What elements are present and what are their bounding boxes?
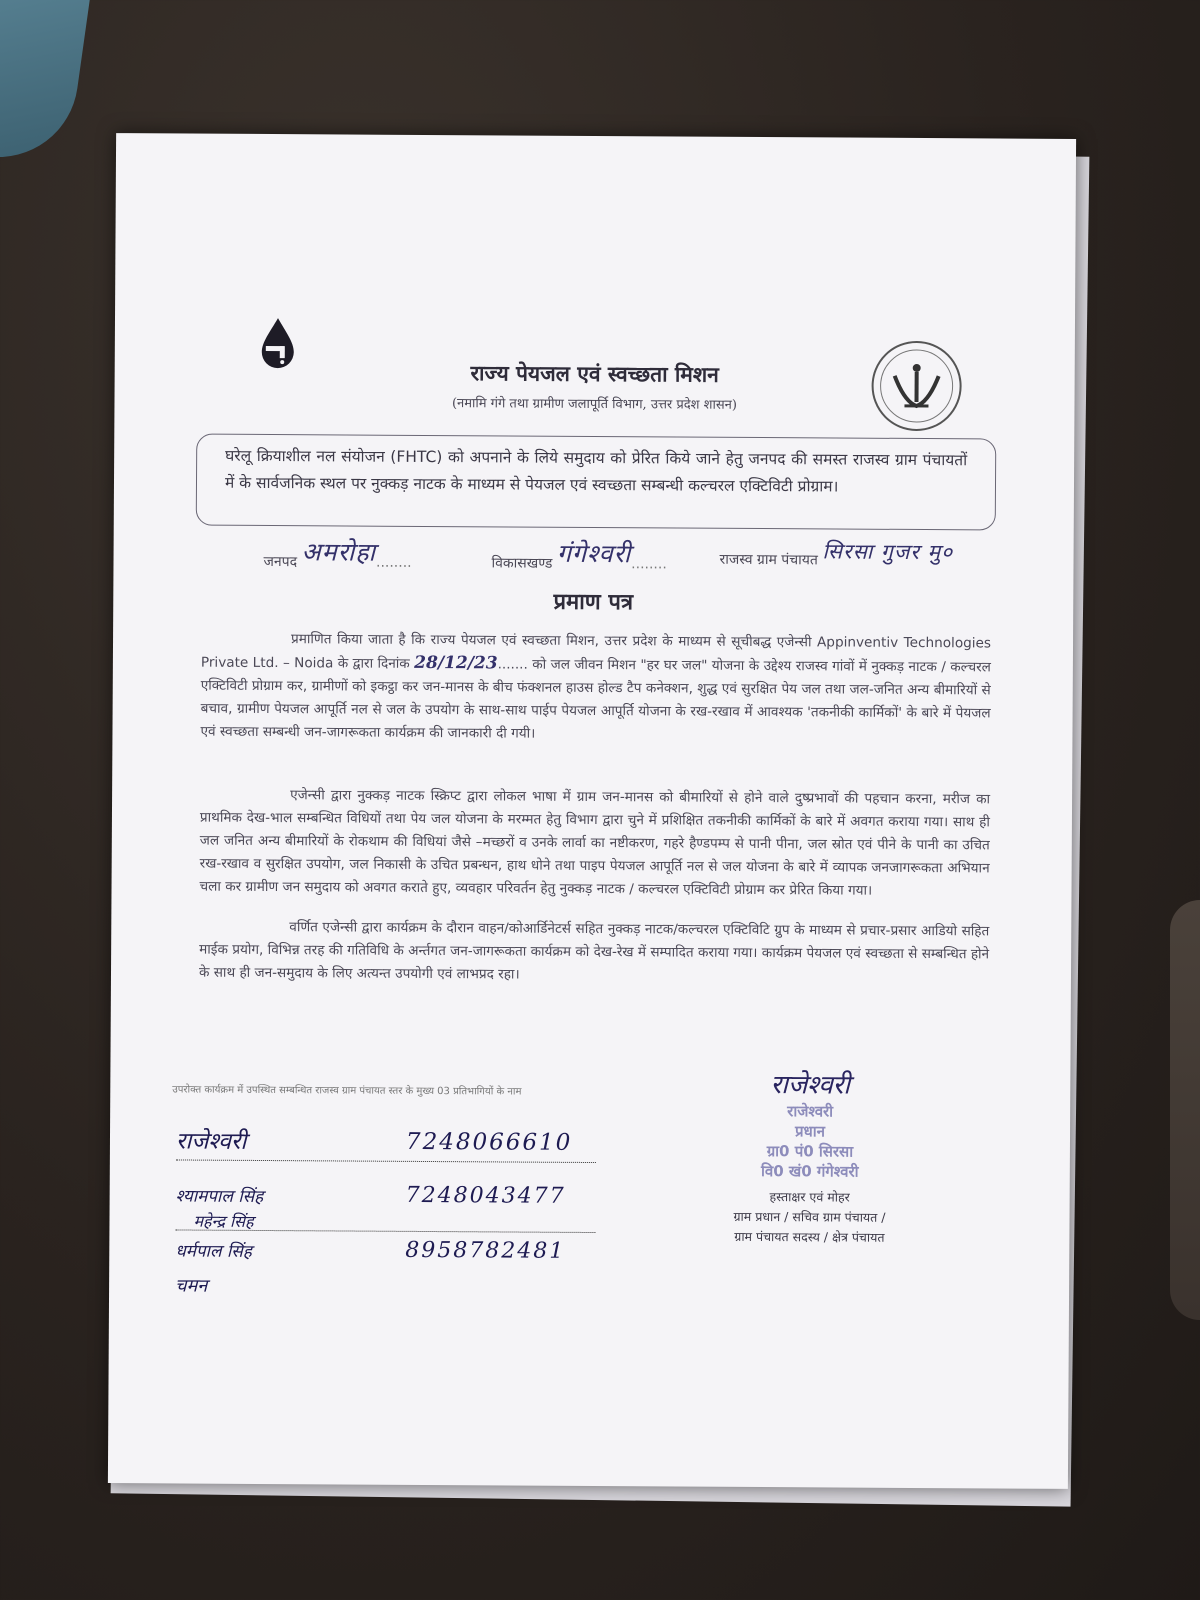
stamp-line: राजेश्वरी — [787, 1102, 834, 1121]
participant-row — [175, 1237, 566, 1264]
up-emblem-icon — [866, 336, 967, 437]
blue-cloth-corner — [0, 0, 93, 167]
participant-name: राजेश्वरी — [175, 1128, 247, 1155]
official-stamp — [690, 1101, 930, 1182]
mission-subtitle: (नमामि गंगे तथा ग्रामीण जलापूर्ति विभाग, उत्तर प्रदेश शासन) — [451, 396, 738, 413]
paragraph-1-part-b: को जल जीवन मिशन "हर घर जल" योजना के उद्देश्य राजस्व गांवों में नुक्कड़ नाटक / कल्चरल एक्टिविटी प्रोग्राम कर, ग्रामीणों को इकट्ठा कर जन-मानस के बीच फंक्शनल हाउस होल्ड टैप कनेक्शन, शुद्ध एवं सुरक्षित पेय जल तथा जल-जनित अन्य बीमारियों से बचाव, ग्रामीण पेयजल आपूर्ति नल से जल के उपयोग के साथ-साथ पाईप पेयजल आपूर्ति योजना के रख-रखाव में आवश्यक 'तकनीकी कार्मिकों' के बारे में पेयजल एवं स्वच्छता सम्बन्धी जन-जागरूकता कार्यक्रम की जानकारी दी गयी। — [200, 656, 991, 742]
block-dots: ........ — [631, 556, 667, 573]
signature-label-line: ग्राम प्रधान / सचिव ग्राम पंचायत / — [733, 1208, 886, 1225]
block-field — [491, 538, 667, 576]
district-dots: ........ — [375, 554, 412, 571]
district-value: अमरोहा — [301, 537, 377, 567]
participant-row — [193, 1210, 253, 1232]
stamp-line: प्रधान — [794, 1122, 826, 1141]
participant-row — [175, 1273, 207, 1297]
participant-name: धर्मपाल सिंह — [175, 1241, 252, 1262]
certificate-title: प्रमाण पत्र — [553, 588, 634, 616]
paragraph-1: प्रमाणित किया जाता है कि राज्य पेयजल एवं स्वच्छता मिशन, उत्तर प्रदेश के माध्यम से सूचीबद्ध एजेन्सी Appinventiv Technologies Private Ltd. – Noida के द्वारा दिनांक 28/12/23....... को जल जीवन मिशन "हर घर जल" योजना के उद्देश्य राजस्व गांवों में नुक्कड़ नाटक / कल्चरल एक्टिविटी प्रोग्राम कर, ग्रामीणों को इकट्ठा कर जन-मानस के बीच फंक्शनल हाउस होल्ड टैप कनेक्शन, शुद्ध एवं सुरक्षित पेय जल तथा जल-जनित अन्य बीमारियों से बचाव, ग्रामीण पेयजल आपूर्ति नल से जल के उपयोग के साथ-साथ पाईप पेयजल आपूर्ति योजना के रख-रखाव में आवश्यक 'तकनीकी कार्मिकों' के बारे में पेयजल एवं स्वच्छता सम्बन्धी जन-जागरूकता कार्यक्रम की जानकारी दी गयी। — [200, 631, 992, 742]
participants-caption: उपरोक्त कार्यक्रम में उपस्थित सम्बन्धित राजस्व ग्राम पंचायत स्तर के मुख्य 03 प्रतिभागियों के नाम — [172, 1084, 522, 1098]
signature-label-line: ग्राम पंचायत सदस्य / क्षेत्र पंचायत — [734, 1228, 885, 1245]
participant-name: महेन्द्र सिंह — [193, 1211, 254, 1231]
signature-label-line: हस्ताक्षर एवं मोहर — [769, 1189, 850, 1205]
paragraph-3: वर्णित एजेन्सी द्वारा कार्यक्रम के दौरान वाहन/कोआर्डिनेटर्स सहित नुक्कड़ नाटक/कल्चरल एक्टिविटि ग्रुप के माध्यम से प्रचार-प्रसार आडियो सहित माईक प्रयोग, विभिन्न तरह की गतिविधि के अर्न्तगत जन-जागरूकता कार्यक्रम को देख-रेख में सम्पादित कराया गया। कार्यक्रम पेयजल एवं स्वच्छता से सम्बन्धित होने के साथ ही जन-समुदाय के लिए अत्यन्त उपयोगी एवं लाभप्रद रहा। — [198, 919, 990, 983]
participant-row — [175, 1123, 573, 1156]
up-govt-emblem — [866, 336, 967, 437]
program-banner: घरेलू क्रियाशील नल संयोजन (FHTC) को अपनाने के लिये समुदाय को प्रेरित किये जाने हेतु जनपद की समस्त राजस्व ग्राम पंचायतों में के सार्वजनिक स्थल पर नुक्कड़ नाटक के माध्यम से पेयजल एवं स्वच्छता सम्बन्धी कल्चरल एक्टिविटी प्रोग्राम। — [196, 434, 997, 531]
stamp-line: ग्रा0 पं0 सिरसा — [766, 1142, 854, 1161]
block-label: विकासखण्ड — [491, 555, 553, 572]
stamp-line: वि0 खं0 गंगेश्वरी — [761, 1162, 859, 1181]
participant-phone: 8958782481 — [405, 1237, 566, 1264]
mission-title: राज्य पेयजल एवं स्वच्छता मिशन — [470, 360, 719, 387]
participant-name: श्यामपाल सिंह — [175, 1186, 264, 1207]
program-date: 28/12/23 — [414, 652, 498, 674]
participant-row — [175, 1182, 566, 1209]
location-fields — [263, 537, 1064, 573]
dark-fabric-edge — [1170, 900, 1200, 1320]
participant-phone: 7248066610 — [405, 1128, 573, 1156]
district-label: जनपद — [263, 553, 298, 571]
panchayat-field — [719, 539, 954, 572]
block-value: गंगेश्वरी — [556, 538, 632, 569]
panchayat-label: राजस्व ग्राम पंचायत — [719, 551, 818, 569]
district-field — [263, 537, 412, 575]
signature-label — [689, 1187, 929, 1248]
handwritten-signature: राजेश्वरी — [770, 1070, 851, 1101]
certificate-document — [108, 133, 1076, 1489]
pradhan-signature-block — [689, 1065, 930, 1248]
paragraph-2: एजेन्सी द्वारा नुक्कड़ नाटक स्क्रिप्ट द्वारा लोकल भाषा में ग्राम जन-मानस को बीमारियों से होने वाले दुष्प्रभावों की पहचान करना, मरीज का प्राथमिक देख-भाल सम्बन्धित विधियों तथा पेय जल योजना के मरम्मत हेतु विभाग द्वारा चुने में प्रशिक्षित तकनीकी कार्मिकों के बारे में अवगत कराया गया। साथ ही जल जनित अन्य बीमारियों के रोकथाम की विधियां जैसे –मच्छरों व उनके लार्वा का नष्टीकरण, गहरे हैण्डपम्प से पानी पीना, जल स्रोत एवं पीने के पानी का उचित रख-रखाव व सुरक्षित उपयोग, जल निकासी के उचित प्रबन्धन, हाथ धोने तथा पाइप पेयजल आपूर्ति नल से जल योजना के बारे में व्यापक जनजागरूकता अभियान चला कर ग्रामीण जन समुदाय को अवगत कराते हुए, व्यवहार परिवर्तन हेतु नुक्कड़ नाटक / कल्चरल एक्टिविटी प्रोग्राम कर प्रेरित किया गया। — [199, 787, 991, 899]
dotted-line — [176, 1159, 596, 1163]
paragraph-1-part-a: प्रमाणित किया जाता है कि राज्य पेयजल एवं स्वच्छता मिशन, उत्तर प्रदेश के माध्यम से सूचीबद्ध एजेन्सी Appinventiv Technologies Private Ltd. – Noida के द्वारा दिनांक — [200, 631, 992, 672]
participant-name: चमन — [175, 1275, 208, 1297]
participant-phone: 7248043477 — [405, 1182, 566, 1209]
panchayat-value: सिरसा गुजर मु० — [822, 539, 954, 565]
